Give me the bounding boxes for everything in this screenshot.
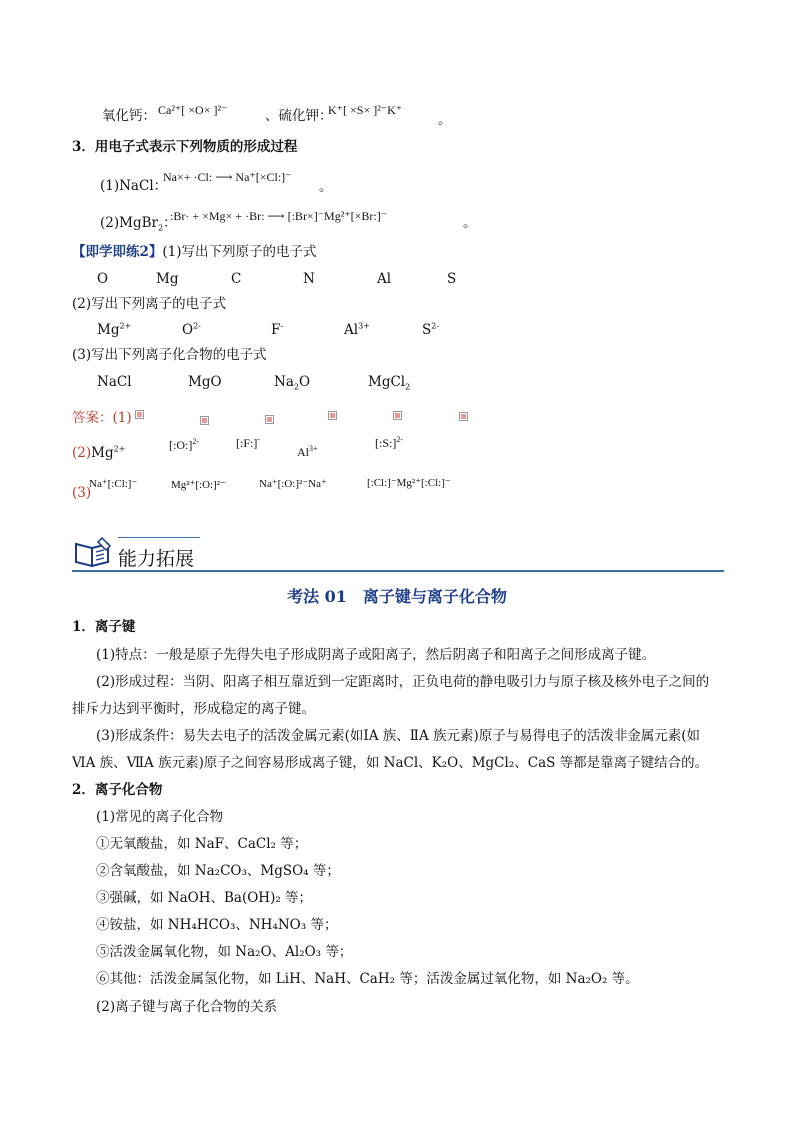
broken-image-icon bbox=[459, 412, 468, 421]
practice-q1-line bbox=[72, 243, 317, 261]
answer-part3: (3) bbox=[72, 485, 92, 501]
k2s-label: 、硫化钾： bbox=[265, 108, 333, 124]
broken-image-icon bbox=[328, 411, 337, 420]
answer-line-1: 答案：(1) bbox=[72, 410, 132, 426]
list-item: ⑤活泼金属氧化物，如 Na₂O、Al₂O₃ 等； bbox=[96, 944, 353, 960]
answer-label: 答案： bbox=[72, 410, 113, 426]
atom-item: S bbox=[447, 271, 457, 287]
mgbr2-formation: :Br· + ×Mg× + ·Br: ⟶ [:Br×]⁻Mg²⁺[×Br:]⁻ bbox=[170, 209, 388, 223]
section-top-line bbox=[118, 537, 200, 538]
heading-ionic-bond: 1．离子键 bbox=[72, 619, 136, 635]
compound-item: NaCl bbox=[97, 374, 132, 390]
practice-q2: (2)写出下列离子的电子式 bbox=[72, 296, 227, 312]
practice-q3: (3)写出下列离子化合物的电子式 bbox=[72, 347, 267, 363]
k2s-electron-formula: K⁺[ ×S× ]²⁻K⁺ bbox=[328, 103, 403, 117]
list-item: ⑥其他：活泼金属氢化物，如 LiH、NaH、CaH₂ 等；活泼金属过氧化物，如 Na₂O₂ 等。 bbox=[96, 971, 639, 987]
paragraph: (3)形成条件：易失去电子的活泼金属元素(如ⅠA 族、ⅡA 族元素)原子与易得电子的活泼非金属元素(如 bbox=[96, 728, 701, 744]
answer-ion-al: $Al^{3+}$ bbox=[297, 444, 318, 459]
ion-item: $O^{2-}$ bbox=[182, 321, 201, 338]
broken-image-icon bbox=[265, 415, 274, 424]
paragraph: (2)形成过程：当阴、阳离子相互靠近到一定距离时，正负电荷的静电吸引力与原子核及核外电子之间的 bbox=[96, 674, 710, 690]
list-item: ②含氧酸盐，如 Na₂CO₃、MgSO₄ 等； bbox=[96, 863, 340, 879]
ion-item: $Mg^{2+}$ bbox=[97, 321, 132, 338]
nacl-formation: Na×+ ·Cl: ⟶ Na⁺[×Cl:]⁻ bbox=[163, 170, 292, 184]
broken-image-icon bbox=[393, 411, 402, 420]
method-title: 考法 01 离子键与离子化合物 bbox=[287, 587, 507, 606]
mgbr2-label: (2)MgBr$_2$： bbox=[100, 215, 177, 233]
broken-image-icon bbox=[135, 410, 144, 419]
atom-item: C bbox=[231, 271, 242, 287]
paragraph: ⅥA 族、ⅦA 族元素)原子之间容易形成离子键，如 NaCl、K₂O、MgCl₂、CaS 等都是靠离子键结合的。 bbox=[72, 755, 709, 771]
answer-na2o: Na⁺[:O:]²⁻Na⁺ bbox=[259, 478, 327, 490]
paragraph: (1)常见的离子化合物 bbox=[96, 809, 224, 825]
nacl-label: (1)NaCl： bbox=[100, 178, 168, 194]
item3-heading: 3．用电子式表示下列物质的形成过程 bbox=[72, 139, 298, 155]
atom-item: O bbox=[97, 271, 109, 287]
answer-nacl: Na⁺[:Cl:]⁻ bbox=[89, 478, 138, 490]
answer-ion-f: [:F:]- bbox=[236, 435, 261, 450]
answer-mgcl2: [:Cl:]⁻Mg²⁺[:Cl:]⁻ bbox=[367, 477, 451, 489]
compound-item: MgO bbox=[188, 374, 222, 390]
section-rule bbox=[72, 570, 724, 572]
book-icon bbox=[72, 536, 116, 570]
period: 。 bbox=[438, 112, 452, 128]
cao-electron-formula: Ca²⁺[ ×O× ]²⁻ bbox=[158, 103, 228, 117]
ion-item: $Al^{3+}$ bbox=[344, 321, 370, 338]
answer-line-2: $(2)Mg^{2+}$ bbox=[72, 444, 126, 461]
practice-q1: (1)写出下列原子的电子式 bbox=[162, 244, 317, 260]
atom-item: Mg bbox=[156, 271, 179, 287]
practice-tag: 【即学即练2】 bbox=[72, 244, 163, 260]
paragraph: 排斥力达到平衡时，形成稳定的离子键。 bbox=[72, 701, 315, 717]
paragraph: (2)离子键与离子化合物的关系 bbox=[96, 999, 278, 1015]
list-item: ①无氧酸盐，如 NaF、CaCl₂ 等； bbox=[96, 836, 308, 852]
list-item: ④铵盐，如 NH₄HCO₃、NH₄NO₃ 等； bbox=[96, 917, 338, 933]
paragraph: (1)特点：一般是原子先得失电子形成阴离子或阳离子，然后阴离子和阳离子之间形成离子键。 bbox=[96, 647, 656, 663]
atom-item: Al bbox=[377, 271, 392, 287]
compound-item: MgCl$_2$ bbox=[368, 374, 411, 392]
list-item: ③强碱，如 NaOH、Ba(OH)₂ 等； bbox=[96, 890, 313, 906]
compound-item: $Na_2O$ bbox=[274, 374, 311, 392]
period: 。 bbox=[463, 215, 477, 231]
section-title: 能力拓展 bbox=[118, 548, 195, 570]
ion-item: $S^{2-}$ bbox=[422, 321, 440, 338]
atom-item: N bbox=[303, 271, 315, 287]
heading-ionic-compound: 2．离子化合物 bbox=[72, 782, 163, 798]
answer-ion-s: [:S:]$^{2-}$ bbox=[375, 435, 404, 450]
answer-ion-o: [:O:]$^{2-}$ bbox=[169, 437, 199, 452]
cao-label: 氧化钙： bbox=[102, 108, 156, 124]
ion-item: F- bbox=[271, 321, 284, 338]
broken-image-icon bbox=[200, 416, 209, 425]
answer-mgo: Mg²⁺[:O:]²⁻ bbox=[171, 479, 226, 491]
period: 。 bbox=[319, 179, 333, 195]
